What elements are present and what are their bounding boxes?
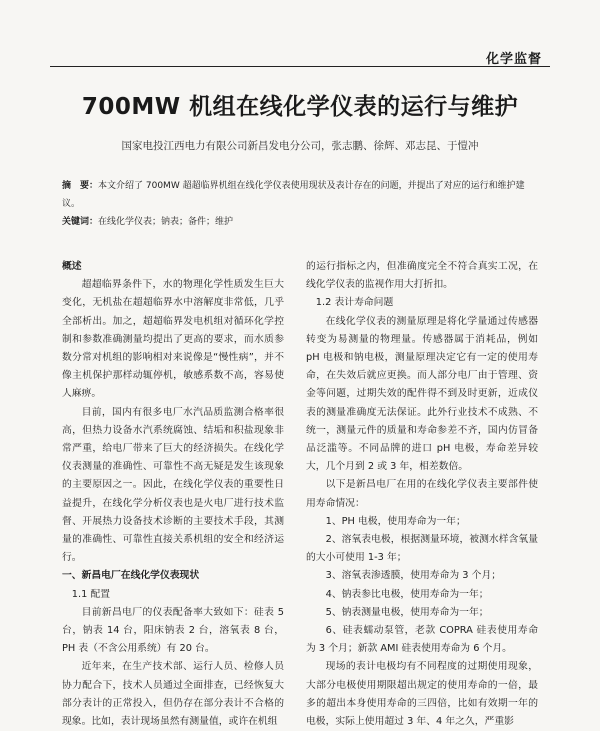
list-item: 4、钠表参比电极，使用寿命为一年； (325, 588, 489, 600)
list-item: 5、钠表测量电极，使用寿命为一年； (325, 606, 489, 618)
article-title: 700MW 机组在线化学仪表的运行与维护 (81, 94, 519, 120)
section-tag: 化学监督 (485, 52, 542, 67)
keywords (62, 214, 542, 227)
list-item: 1、PH 电极，使用寿命为一年； (325, 515, 466, 527)
subsection-1-2-heading: 1.2 表计寿命问题 (315, 297, 394, 309)
header-rule (50, 66, 550, 67)
intro-paragraph-2: 目前，国内有很多电厂水汽品质监测合格率很高，但热力设备水汽系统腐蚀、结垢和积盐现象非常严重，给电厂带来了巨大的经济损失。在线化学仪表测量的准确性、可靠性不高无疑是发生该现象的主要原因之一。因此，在线化学仪表的重要性日益提升，在线化学分析仪表也是火电厂进行技术监督、开展热力设备技术诊断的主要技术手段，其测量的准确性、可靠性直接关系机组的安全和经济运行。 (62, 406, 284, 564)
lifetime-paragraph-2: 以下是新昌电厂在用的在线化学仪表主要部件使用寿命情况： (306, 479, 538, 509)
abstract-text: 本文介绍了 700MW 超超临界机组在线化学仪表使用现状及表计存在的问题，并提出了对应的运行和维护建议。 (62, 181, 525, 209)
config-paragraph: 目前新昌电厂的仪表配备率大致如下：硅表 5 台，钠表 14 台，阳床钠表 2 台，溶氧表 8 台，PH 表（不含公用系统）有 20 台。 (62, 606, 284, 655)
intro-heading: 概述 (62, 261, 82, 272)
list-item: 2、溶氧表电极，根据测量环境，被测水样含氧量的大小可使用 1-3 年； (306, 534, 538, 564)
section-1-heading: 一、新昌电厂在线化学仪表现状 (62, 570, 200, 582)
list-item: 6、硅表蠕动泵管，老款 COPRA 硅表使用寿命为 3 个月；新款 AMI 硅表使用寿命为 6 个月。 (306, 625, 538, 655)
continued-paragraph: 的运行指标之内，但准确度完全不符合真实工况，在线化学仪表的监视作用大打折扣。 (306, 261, 538, 291)
left-column (62, 258, 284, 731)
keywords-label: 关键词： (62, 217, 99, 227)
right-column (306, 258, 538, 731)
keywords-text: 在线化学仪表；钠表；备件；维护 (98, 217, 234, 227)
intro-paragraph-1: 超超临界条件下，水的物理化学性质发生巨大变化，无机盐在超超临界水中溶解度非常低，几乎全部析出。加之，超超临界发电机组对循环化学控制和参数准确测量均提出了更高的要求，而水质参数分常对机组的影响相对来说像是“慢性病”，并不像主机保护那样动辄停机，敏感系数不高，容易使人麻痹。 (62, 279, 284, 400)
abstract-label: 摘 要： (62, 181, 99, 191)
abstract (62, 177, 542, 213)
lifetime-paragraph-3: 现场的表计电极均有不同程度的过期使用现象，大部分电极使用期限超出规定的使用寿命的一倍，最多的超出本身使用寿命的三四倍，比如有效期一年的电极，实际上使用超过 3 年、4 年之久，严重影 (306, 661, 538, 728)
status-paragraph: 近年来，在生产技术部、运行人员、检修人员协力配合下，技术人员通过全面排查，已经恢复大部分表计的正常投入，但仍存在部分表计不合格的现象。比如，表计现场虽然有测量值，或许在机组 (62, 661, 284, 728)
lifetime-paragraph-1: 在线化学仪表的测量原理是将化学量通过传感器转变为易测量的物理量。传感器属于消耗品，例如 pH 电极和钠电极，测量原理决定它有一定的使用寿命，在失效后就应更换。而人部分电厂由于管理、资金等问题，过期失效的配件得不到及时更新，近成仪表的测量准确度无法保证。此外行业技术不成熟、不统一，测量元件的质量和寿命参差不齐，国内仿冒备品泛滥等。不同品牌的进口 pH 电极，寿命差异较大，几个月到 2 或 3 年，相差数倍。 (306, 315, 538, 473)
list-item: 3、溶氧表渗透膜，使用寿命为 3 个月； (325, 570, 502, 582)
author-line: 国家电投江西电力有限公司新昌发电分公司，张志鹏、徐辉、邓志昆、于愷冲 (121, 140, 479, 152)
subsection-1-1-heading: 1.1 配置 (71, 588, 111, 600)
